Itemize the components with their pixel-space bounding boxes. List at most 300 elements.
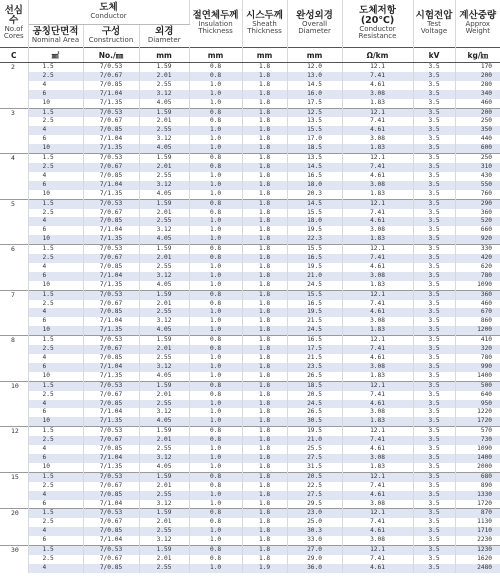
header-conductor-ko: 도체 [99, 2, 118, 14]
insulation-cell: 1.0 [189, 400, 242, 409]
voltage-cell: 3.5 [413, 190, 455, 199]
overall-cell: 15.5 [287, 209, 342, 218]
weight-cell: 250 [455, 154, 500, 163]
construction-cell: 7/0.67 [83, 209, 139, 218]
overall-cell: 17.5 [287, 345, 342, 354]
resistance-cell: 12.1 [342, 381, 413, 390]
header-sheath-ko: 시스두께 [246, 10, 283, 22]
diameter-cell: 2.55 [139, 126, 189, 135]
weight-cell: 990 [455, 363, 500, 372]
insulation-cell: 0.8 [189, 381, 242, 390]
weight-cell: 340 [455, 90, 500, 99]
area-cell: 2.5 [28, 345, 83, 354]
voltage-cell: 3.5 [413, 326, 455, 335]
construction-cell: 7/1.04 [83, 363, 139, 372]
voltage-cell: 3.5 [413, 500, 455, 509]
overall-cell: 25.0 [287, 518, 342, 527]
insulation-cell: 1.0 [189, 363, 242, 372]
overall-cell: 17.0 [287, 135, 342, 144]
table-row [0, 117, 500, 126]
table-row [0, 518, 500, 527]
weight-cell: 780 [455, 272, 500, 281]
table-row [0, 281, 500, 290]
overall-cell: 20.3 [287, 190, 342, 199]
sheath-cell: 1.8 [242, 144, 287, 153]
insulation-cell: 0.8 [189, 300, 242, 309]
resistance-cell: 4.61 [342, 564, 413, 573]
weight-cell: 200 [455, 72, 500, 81]
area-cell: 10 [28, 417, 83, 426]
diameter-cell: 4.05 [139, 99, 189, 108]
construction-cell: 7/0.85 [83, 354, 139, 363]
table-row [0, 72, 500, 81]
overall-cell: 21.0 [287, 436, 342, 445]
insulation-cell: 0.8 [189, 336, 242, 345]
area-cell: 6 [28, 135, 83, 144]
unit-diameter: mm [139, 48, 189, 63]
overall-cell: 30.3 [287, 527, 342, 536]
voltage-cell: 3.5 [413, 81, 455, 90]
header-conductor-en: Conductor [90, 12, 127, 21]
construction-cell: 7/0.67 [83, 555, 139, 564]
weight-cell: 500 [455, 381, 500, 390]
sheath-cell: 1.8 [242, 235, 287, 244]
area-cell: 4 [28, 354, 83, 363]
sheath-cell: 1.8 [242, 326, 287, 335]
header-voltage-en1: Test [427, 20, 441, 29]
overall-cell: 13.0 [287, 72, 342, 81]
overall-cell: 24.5 [287, 281, 342, 290]
resistance-cell: 4.61 [342, 172, 413, 181]
header-cores [0, 0, 28, 48]
voltage-cell: 3.5 [413, 400, 455, 409]
diameter-cell: 3.12 [139, 408, 189, 417]
construction-cell: 7/1.04 [83, 317, 139, 326]
resistance-cell: 12.1 [342, 546, 413, 555]
construction-cell: 7/1.35 [83, 144, 139, 153]
sheath-cell: 1.8 [242, 226, 287, 235]
construction-cell: 7/0.85 [83, 81, 139, 90]
sheath-cell: 1.8 [242, 417, 287, 426]
area-cell: 10 [28, 144, 83, 153]
table-row [0, 445, 500, 454]
table-row [0, 235, 500, 244]
sheath-cell: 1.8 [242, 509, 287, 518]
insulation-cell: 1.0 [189, 226, 242, 235]
construction-cell: 7/1.35 [83, 326, 139, 335]
resistance-cell: 12.1 [342, 427, 413, 436]
resistance-cell: 12.1 [342, 509, 413, 518]
insulation-cell: 1.0 [189, 326, 242, 335]
voltage-cell: 3.5 [413, 491, 455, 500]
diameter-cell: 3.12 [139, 226, 189, 235]
diameter-cell: 3.12 [139, 363, 189, 372]
construction-cell: 7/1.04 [83, 181, 139, 190]
table-row [0, 417, 500, 426]
weight-cell: 460 [455, 99, 500, 108]
voltage-cell: 3.5 [413, 263, 455, 272]
sheath-cell: 1.8 [242, 126, 287, 135]
insulation-cell: 1.0 [189, 317, 242, 326]
voltage-cell: 3.5 [413, 290, 455, 299]
weight-cell: 870 [455, 509, 500, 518]
voltage-cell: 3.5 [413, 536, 455, 545]
resistance-cell: 1.83 [342, 190, 413, 199]
overall-cell: 27.5 [287, 491, 342, 500]
table-row [0, 272, 500, 281]
diameter-cell: 1.59 [139, 154, 189, 163]
diameter-cell: 2.01 [139, 482, 189, 491]
resistance-cell: 4.61 [342, 354, 413, 363]
resistance-cell: 4.61 [342, 400, 413, 409]
cores-cell: 8 [0, 336, 28, 382]
table-header [0, 0, 500, 63]
resistance-cell: 4.61 [342, 217, 413, 226]
weight-cell: 2230 [455, 536, 500, 545]
construction-cell: 7/0.85 [83, 172, 139, 181]
insulation-cell: 1.0 [189, 190, 242, 199]
construction-cell: 7/0.85 [83, 400, 139, 409]
diameter-cell: 3.12 [139, 317, 189, 326]
construction-cell: 7/0.85 [83, 263, 139, 272]
sheath-cell: 1.8 [242, 546, 287, 555]
construction-cell: 7/0.67 [83, 391, 139, 400]
construction-cell: 7/0.85 [83, 445, 139, 454]
sheath-cell: 1.8 [242, 472, 287, 481]
diameter-cell: 1.59 [139, 290, 189, 299]
header-resistance-en2: Resistance [358, 32, 397, 41]
overall-cell: 19.5 [287, 427, 342, 436]
area-cell: 6 [28, 454, 83, 463]
header-voltage [413, 0, 455, 48]
voltage-cell: 3.5 [413, 445, 455, 454]
voltage-cell: 3.5 [413, 454, 455, 463]
resistance-cell: 1.83 [342, 281, 413, 290]
cores-cell: 6 [0, 245, 28, 291]
overall-cell: 20.5 [287, 391, 342, 400]
construction-cell: 7/1.04 [83, 272, 139, 281]
area-cell: 6 [28, 226, 83, 235]
table-row [0, 326, 500, 335]
insulation-cell: 1.0 [189, 491, 242, 500]
weight-cell: 410 [455, 336, 500, 345]
insulation-cell: 1.0 [189, 126, 242, 135]
voltage-cell: 3.5 [413, 336, 455, 345]
weight-cell: 600 [455, 144, 500, 153]
voltage-cell: 3.5 [413, 209, 455, 218]
voltage-cell: 3.5 [413, 472, 455, 481]
resistance-cell: 3.08 [342, 135, 413, 144]
area-cell: 4 [28, 217, 83, 226]
resistance-cell: 3.08 [342, 90, 413, 99]
insulation-cell: 0.8 [189, 509, 242, 518]
sheath-cell: 1.8 [242, 154, 287, 163]
resistance-cell: 7.41 [342, 345, 413, 354]
resistance-cell: 3.08 [342, 500, 413, 509]
construction-cell: 7/0.53 [83, 199, 139, 208]
resistance-cell: 4.61 [342, 445, 413, 454]
table-row [0, 290, 500, 299]
area-cell: 10 [28, 326, 83, 335]
table-row [0, 126, 500, 135]
voltage-cell: 3.5 [413, 72, 455, 81]
insulation-cell: 1.0 [189, 536, 242, 545]
diameter-cell: 1.59 [139, 546, 189, 555]
diameter-cell: 3.12 [139, 272, 189, 281]
construction-cell: 7/0.53 [83, 427, 139, 436]
voltage-cell: 3.5 [413, 381, 455, 390]
diameter-cell: 4.05 [139, 372, 189, 381]
table-row [0, 300, 500, 309]
resistance-cell: 7.41 [342, 518, 413, 527]
voltage-cell: 3.5 [413, 509, 455, 518]
overall-cell: 20.5 [287, 472, 342, 481]
sheath-cell: 1.8 [242, 436, 287, 445]
diameter-cell: 2.55 [139, 491, 189, 500]
diameter-cell: 3.12 [139, 454, 189, 463]
sheath-cell: 1.8 [242, 217, 287, 226]
insulation-cell: 0.8 [189, 163, 242, 172]
sheath-cell: 1.8 [242, 300, 287, 309]
header-weight-en1: Approx [465, 20, 491, 29]
voltage-cell: 3.5 [413, 226, 455, 235]
resistance-cell: 1.83 [342, 372, 413, 381]
area-cell: 4 [28, 445, 83, 454]
sheath-cell: 1.8 [242, 536, 287, 545]
overall-cell: 36.0 [287, 564, 342, 573]
sheath-cell: 1.8 [242, 500, 287, 509]
weight-cell: 330 [455, 245, 500, 254]
area-cell: 4 [28, 308, 83, 317]
resistance-cell: 3.08 [342, 181, 413, 190]
diameter-cell: 2.55 [139, 217, 189, 226]
construction-cell: 7/1.35 [83, 417, 139, 426]
table-row [0, 463, 500, 472]
insulation-cell: 1.0 [189, 217, 242, 226]
table-row [0, 472, 500, 481]
overall-cell: 12.5 [287, 108, 342, 117]
weight-cell: 200 [455, 108, 500, 117]
area-cell: 1.5 [28, 546, 83, 555]
overall-cell: 16.5 [287, 254, 342, 263]
diameter-cell: 2.01 [139, 209, 189, 218]
sheath-cell: 1.8 [242, 427, 287, 436]
insulation-cell: 1.0 [189, 463, 242, 472]
table-row [0, 536, 500, 545]
header-overall-ko: 완성외경 [296, 10, 333, 22]
overall-cell: 23.5 [287, 363, 342, 372]
weight-cell: 570 [455, 427, 500, 436]
table-row [0, 181, 500, 190]
header-conductor [28, 0, 189, 25]
sheath-cell: 1.8 [242, 90, 287, 99]
table-row [0, 245, 500, 254]
sheath-cell: 1.8 [242, 345, 287, 354]
header-cores-en2: Cores [3, 32, 24, 41]
construction-cell: 7/0.67 [83, 482, 139, 491]
area-cell: 1.5 [28, 199, 83, 208]
resistance-cell: 3.08 [342, 536, 413, 545]
area-cell: 1.5 [28, 108, 83, 117]
weight-cell: 550 [455, 181, 500, 190]
construction-cell: 7/1.04 [83, 90, 139, 99]
table-row [0, 336, 500, 345]
insulation-cell: 1.0 [189, 354, 242, 363]
diameter-cell: 2.55 [139, 400, 189, 409]
resistance-cell: 7.41 [342, 555, 413, 564]
insulation-cell: 1.0 [189, 172, 242, 181]
overall-cell: 21.5 [287, 317, 342, 326]
diameter-cell: 3.12 [139, 500, 189, 509]
overall-cell: 13.5 [287, 117, 342, 126]
voltage-cell: 3.5 [413, 555, 455, 564]
table-row [0, 381, 500, 390]
construction-cell: 7/0.53 [83, 381, 139, 390]
overall-cell: 24.5 [287, 400, 342, 409]
weight-cell: 860 [455, 317, 500, 326]
construction-cell: 7/1.04 [83, 408, 139, 417]
table-row [0, 135, 500, 144]
sheath-cell: 1.8 [242, 482, 287, 491]
table-row [0, 99, 500, 108]
diameter-cell: 1.59 [139, 245, 189, 254]
voltage-cell: 3.5 [413, 527, 455, 536]
sheath-cell: 1.8 [242, 354, 287, 363]
area-cell: 4 [28, 491, 83, 500]
diameter-cell: 2.55 [139, 564, 189, 573]
diameter-cell: 2.01 [139, 436, 189, 445]
weight-cell: 1230 [455, 546, 500, 555]
insulation-cell: 1.0 [189, 263, 242, 272]
voltage-cell: 3.5 [413, 408, 455, 417]
area-cell: 1.5 [28, 63, 83, 72]
sheath-cell: 1.8 [242, 272, 287, 281]
voltage-cell: 3.5 [413, 354, 455, 363]
weight-cell: 2480 [455, 564, 500, 573]
diameter-cell: 1.59 [139, 509, 189, 518]
diameter-cell: 2.55 [139, 263, 189, 272]
area-cell: 2.5 [28, 117, 83, 126]
voltage-cell: 3.5 [413, 482, 455, 491]
header-overall-en1: Overall [302, 20, 328, 29]
weight-cell: 1200 [455, 326, 500, 335]
insulation-cell: 1.0 [189, 408, 242, 417]
weight-cell: 760 [455, 190, 500, 199]
resistance-cell: 7.41 [342, 254, 413, 263]
construction-cell: 7/0.67 [83, 72, 139, 81]
area-cell: 6 [28, 272, 83, 281]
sheath-cell: 1.8 [242, 245, 287, 254]
header-weight [455, 0, 500, 48]
weight-cell: 350 [455, 126, 500, 135]
area-cell: 6 [28, 317, 83, 326]
insulation-cell: 0.8 [189, 345, 242, 354]
resistance-cell: 7.41 [342, 391, 413, 400]
sheath-cell: 1.8 [242, 199, 287, 208]
area-cell: 10 [28, 463, 83, 472]
sheath-cell: 1.8 [242, 463, 287, 472]
resistance-cell: 1.83 [342, 463, 413, 472]
voltage-cell: 3.5 [413, 235, 455, 244]
insulation-cell: 0.8 [189, 254, 242, 263]
overall-cell: 15.5 [287, 126, 342, 135]
weight-cell: 640 [455, 391, 500, 400]
overall-cell: 16.0 [287, 90, 342, 99]
resistance-cell: 3.08 [342, 408, 413, 417]
construction-cell: 7/0.53 [83, 472, 139, 481]
overall-cell: 14.5 [287, 199, 342, 208]
sheath-cell: 1.8 [242, 400, 287, 409]
diameter-cell: 2.55 [139, 445, 189, 454]
header-overall [287, 0, 342, 48]
header-insulation-ko: 절연체두께 [192, 10, 239, 22]
area-cell: 6 [28, 500, 83, 509]
overall-cell: 15.5 [287, 290, 342, 299]
weight-cell: 1330 [455, 491, 500, 500]
voltage-cell: 3.5 [413, 436, 455, 445]
weight-cell: 420 [455, 254, 500, 263]
weight-cell: 1710 [455, 527, 500, 536]
construction-cell: 7/0.67 [83, 345, 139, 354]
area-cell: 10 [28, 372, 83, 381]
weight-cell: 950 [455, 400, 500, 409]
voltage-cell: 3.5 [413, 254, 455, 263]
sheath-cell: 1.8 [242, 190, 287, 199]
insulation-cell: 1.0 [189, 81, 242, 90]
header-diameter-ko: 외경 [155, 26, 174, 38]
sheath-cell: 1.8 [242, 108, 287, 117]
resistance-cell: 1.83 [342, 326, 413, 335]
resistance-cell: 12.1 [342, 199, 413, 208]
header-construction-ko: 구성 [101, 26, 121, 38]
header-cores-en1: No.of [4, 25, 23, 34]
resistance-cell: 1.83 [342, 417, 413, 426]
overall-cell: 12.0 [287, 63, 342, 72]
sheath-cell: 1.8 [242, 281, 287, 290]
overall-cell: 29.0 [287, 555, 342, 564]
resistance-cell: 3.08 [342, 226, 413, 235]
weight-cell: 730 [455, 436, 500, 445]
table-row [0, 154, 500, 163]
resistance-cell: 12.1 [342, 336, 413, 345]
voltage-cell: 3.5 [413, 308, 455, 317]
insulation-cell: 0.8 [189, 117, 242, 126]
header-area-en: Nominal Area [31, 36, 80, 45]
construction-cell: 7/1.35 [83, 235, 139, 244]
cores-cell: 30 [0, 546, 28, 573]
insulation-cell: 1.0 [189, 417, 242, 426]
area-cell: 10 [28, 281, 83, 290]
weight-cell: 360 [455, 209, 500, 218]
overall-cell: 19.5 [287, 226, 342, 235]
diameter-cell: 2.01 [139, 163, 189, 172]
diameter-cell: 2.01 [139, 300, 189, 309]
header-area-ko: 공칭단면적 [32, 26, 79, 38]
header-insulation-en2: Thickness [198, 27, 233, 36]
sheath-cell: 1.8 [242, 527, 287, 536]
table-row [0, 427, 500, 436]
cores-cell: 3 [0, 108, 28, 154]
construction-cell: 7/0.85 [83, 126, 139, 135]
insulation-cell: 0.8 [189, 555, 242, 564]
diameter-cell: 1.59 [139, 63, 189, 72]
voltage-cell: 3.5 [413, 163, 455, 172]
voltage-cell: 3.5 [413, 126, 455, 135]
area-cell: 1.5 [28, 154, 83, 163]
overall-cell: 13.5 [287, 154, 342, 163]
overall-cell: 18.5 [287, 381, 342, 390]
table-row [0, 555, 500, 564]
